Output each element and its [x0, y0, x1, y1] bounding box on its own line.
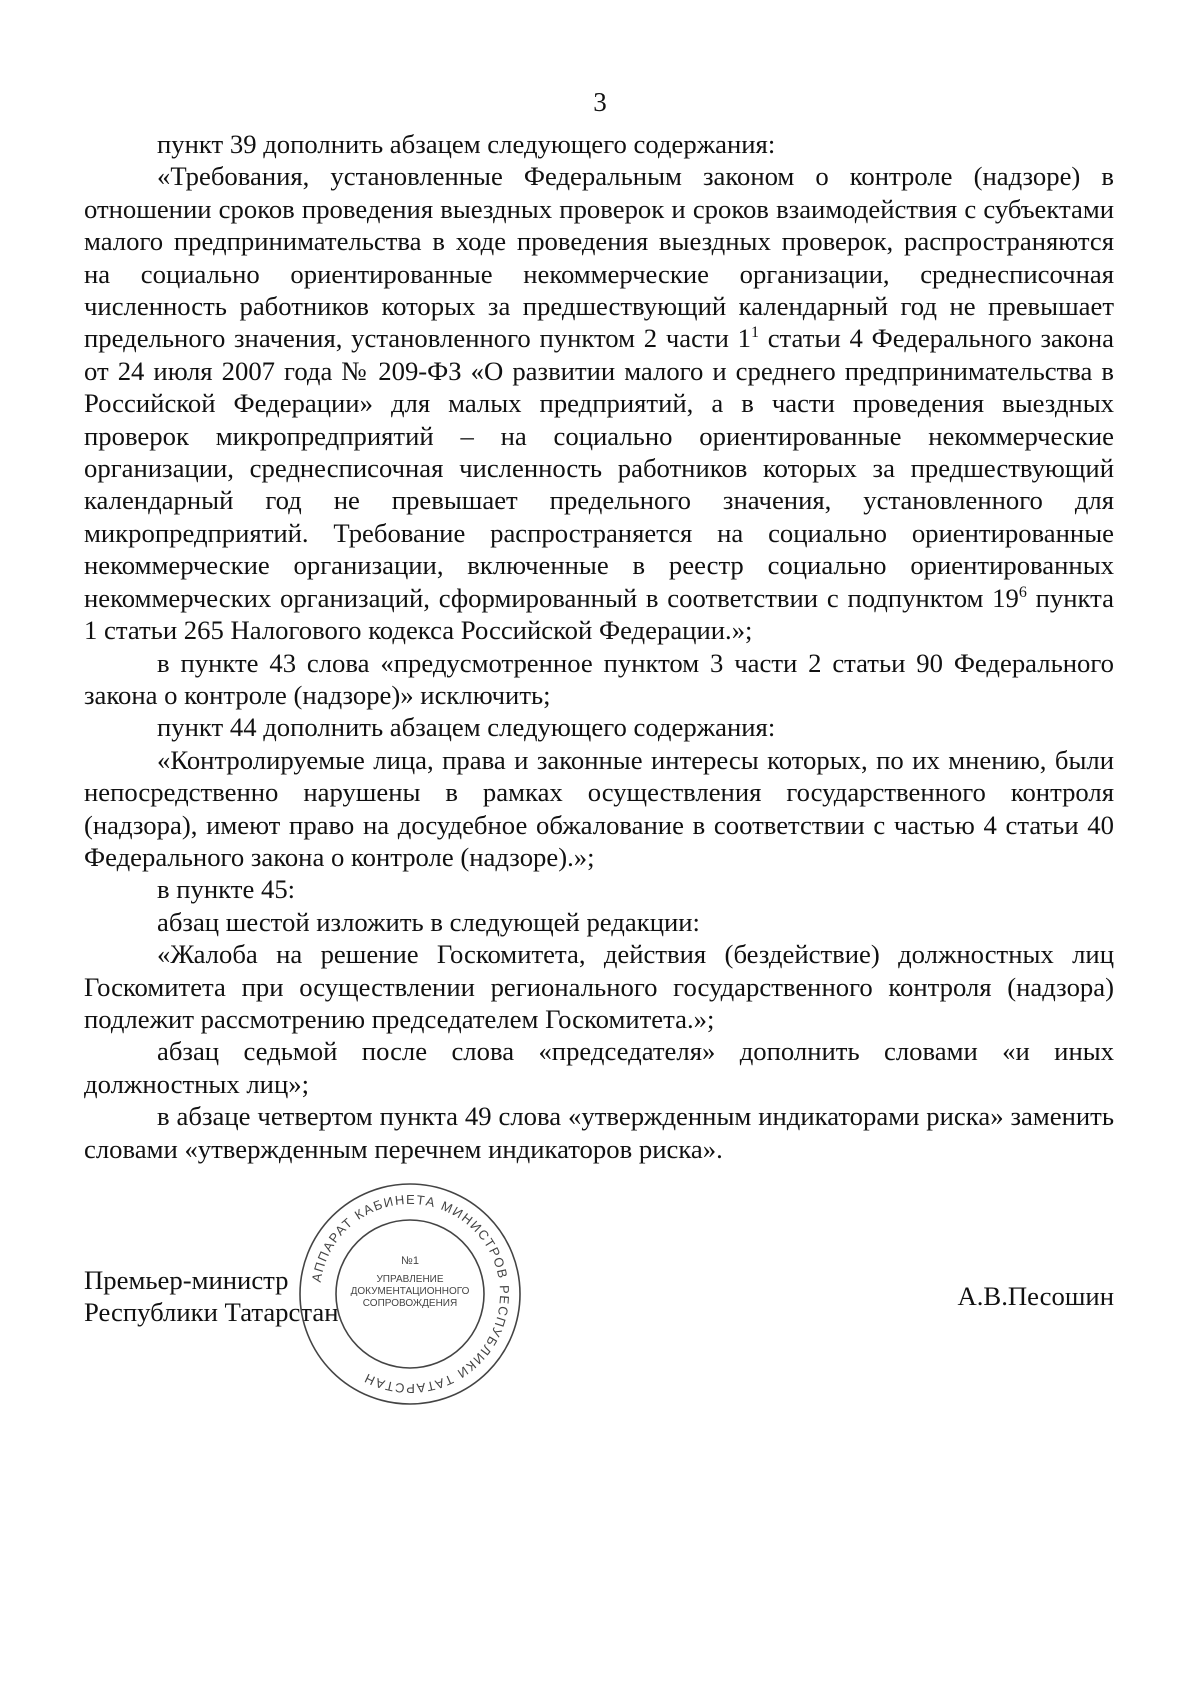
paragraph-2-part-1: «Требования, установленные Федеральным законом о контроле (надзоре) в отношении сроков проведения выездных проверок и сроков взаимодействия с субъектами малого предпринимательства в ходе проведения выездных проверок, распространяются на социально ориентированные некоммерческие организации, среднесписочная численность работников которых за предшествующий календарный год не превышает предельного значения, установленного пунктом 2 части 1: [84, 161, 1114, 354]
document-body: [84, 128, 1114, 1165]
paragraph-5: «Контролируемые лица, права и законные интересы которых, по их мнению, были непосредственно нарушены в рамках осуществления государственного контроля (надзора), имеют право на досудебное обжалование в соответствии с частью 4 статьи 40 Федерального закона о контроле (надзоре).»;: [84, 744, 1114, 872]
signatory-title-line-1: Премьер-министр: [84, 1265, 289, 1295]
paragraph-2: [84, 160, 1114, 646]
seal-inner-line-1: УПРАВЛЕНИЕ: [376, 1274, 444, 1285]
footnote-superscript-6: 6: [1018, 583, 1027, 601]
paragraph-2-part-2: статьи 4 Федерального закона от 24 июля 2007 года № 209-ФЗ «О развитии малого и среднего предпринимательства в Российской Федерации» для малых предприятий, а в части проведения выездных проверок микропредприятий – на социально ориентированные некоммерческие организации, среднесписочная численность работников которых за предшествующий календарный год не превышает предельного значения, установленного для микропредприятий. Требование распространяется на социально ориентированные некоммерческие организации, включенные в реестр социально ориентированных некоммерческих организаций, сформированный в соответствии с подпунктом 19: [84, 323, 1114, 613]
paragraph-6: в пункте 45:: [157, 874, 296, 905]
official-seal: [296, 1180, 524, 1408]
paragraph-10: в абзаце четвертом пункта 49 слова «утвержденным индикаторами риска» заменить словами «утвержденным перечнем индикаторов риска».: [84, 1101, 1114, 1164]
footnote-superscript-1: 1: [750, 324, 759, 342]
seal-number: №1: [401, 1255, 419, 1267]
signatory-title-line-2: Республики Татарстан: [84, 1297, 339, 1328]
seal-inner-line-3: СОПРОВОЖДЕНИЯ: [362, 1298, 458, 1309]
paragraph-9: абзац седьмой после слова «председателя» дополнить словами «и иных должностных лиц»;: [84, 1036, 1114, 1099]
seal-outer-text: АППАРАТ КАБИНЕТА МИНИСТРОВ РЕСПУБЛИКИ ТАТАРСТАН: [308, 1191, 513, 1397]
paragraph-3: в пункте 43 слова «предусмотренное пунктом 3 части 2 статьи 90 Федерального закона о контроле (надзоре)» исключить;: [84, 647, 1114, 710]
seal-inner-line-2: ДОКУМЕНТАЦИОННОГО: [350, 1286, 470, 1297]
signature-block: [84, 1264, 1114, 1334]
paragraph-2-part-3: пункта 1 статьи 265 Налогового кодекса Российской Федерации.»;: [84, 582, 1114, 646]
paragraph-4: пункт 44 дополнить абзацем следующего содержания:: [157, 712, 776, 743]
page-number: 3: [593, 87, 607, 117]
signatory-name: А.В.Песошин: [957, 1281, 1114, 1311]
paragraph-1: пункт 39 дополнить абзацем следующего содержания:: [157, 129, 776, 159]
paragraph-8: «Жалоба на решение Госкомитета, действия (бездействие) должностных лиц Госкомитета при осуществлении регионального государственного контроля (надзора) подлежит рассмотрению председателем Госкомитета.»;: [84, 939, 1114, 1034]
paragraph-7: абзац шестой изложить в следующей редакции:: [157, 906, 700, 937]
